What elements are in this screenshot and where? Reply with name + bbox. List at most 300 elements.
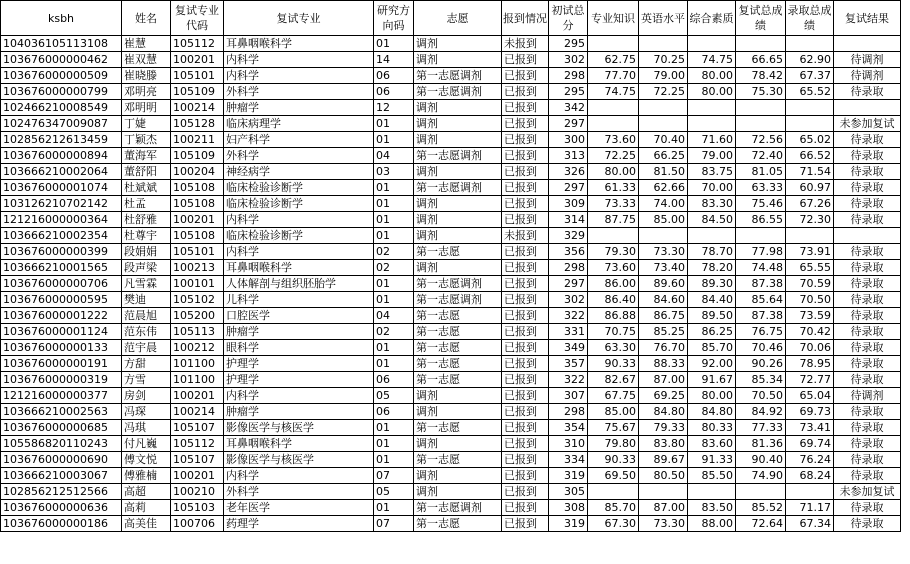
preference-cell[interactable]: 第一志愿调剂 [414,292,502,308]
report-status-cell[interactable]: 已报到 [502,452,549,468]
admission-total-cell[interactable]: 73.41 [786,420,834,436]
retest-total-cell[interactable]: 70.50 [736,388,786,404]
name-cell[interactable]: 范东伟 [122,324,171,340]
english-score-cell[interactable]: 87.00 [639,500,688,516]
admission-total-cell[interactable]: 70.50 [786,292,834,308]
admission-total-cell[interactable]: 65.55 [786,260,834,276]
retest-total-cell[interactable]: 63.33 [736,180,786,196]
name-cell[interactable]: 段声梁 [122,260,171,276]
major-cell[interactable]: 神经病学 [224,164,374,180]
preference-cell[interactable]: 调剂 [414,164,502,180]
preference-cell[interactable]: 调剂 [414,116,502,132]
name-cell[interactable]: 高莉 [122,500,171,516]
english-score-cell[interactable]: 89.60 [639,276,688,292]
admission-total-cell[interactable]: 67.26 [786,196,834,212]
admission-total-cell[interactable]: 73.59 [786,308,834,324]
ksbh-cell[interactable]: 103676000001074 [1,180,122,196]
ksbh-cell[interactable]: 103666210002563 [1,404,122,420]
initial-score-cell[interactable]: 297 [549,180,588,196]
preference-cell[interactable]: 调剂 [414,388,502,404]
report-status-cell[interactable]: 已报到 [502,404,549,420]
name-cell[interactable]: 杜尊宇 [122,228,171,244]
admission-total-cell[interactable]: 78.95 [786,356,834,372]
major-code-cell[interactable]: 105112 [171,36,224,52]
english-score-cell[interactable] [639,100,688,116]
report-status-cell[interactable]: 已报到 [502,420,549,436]
preference-cell[interactable]: 第一志愿调剂 [414,148,502,164]
name-cell[interactable]: 邓明亮 [122,84,171,100]
major-cell[interactable]: 外科学 [224,84,374,100]
knowledge-score-cell[interactable]: 61.33 [588,180,639,196]
preference-cell[interactable]: 调剂 [414,404,502,420]
preference-cell[interactable]: 第一志愿 [414,340,502,356]
quality-score-cell[interactable]: 89.50 [688,308,736,324]
major-cell[interactable]: 儿科学 [224,292,374,308]
ksbh-cell[interactable]: 102476347009087 [1,116,122,132]
retest-total-cell[interactable]: 66.65 [736,52,786,68]
ksbh-cell[interactable]: 103676000000894 [1,148,122,164]
quality-score-cell[interactable] [688,484,736,500]
knowledge-score-cell[interactable]: 67.30 [588,516,639,532]
report-status-cell[interactable]: 已报到 [502,100,549,116]
initial-score-cell[interactable]: 295 [549,84,588,100]
ksbh-cell[interactable]: 103666210001565 [1,260,122,276]
major-cell[interactable]: 老年医学 [224,500,374,516]
name-cell[interactable]: 冯琪 [122,420,171,436]
initial-score-cell[interactable]: 349 [549,340,588,356]
retest-result-cell[interactable]: 待录取 [834,468,901,484]
major-code-cell[interactable]: 105107 [171,420,224,436]
knowledge-score-cell[interactable]: 74.75 [588,84,639,100]
name-cell[interactable]: 方雪 [122,372,171,388]
quality-score-cell[interactable] [688,228,736,244]
quality-score-cell[interactable]: 88.00 [688,516,736,532]
preference-cell[interactable]: 调剂 [414,436,502,452]
report-status-cell[interactable]: 已报到 [502,372,549,388]
report-status-cell[interactable]: 已报到 [502,484,549,500]
preference-cell[interactable]: 调剂 [414,52,502,68]
initial-score-cell[interactable]: 305 [549,484,588,500]
knowledge-score-header[interactable]: 专业知识 [588,1,639,36]
preference-cell[interactable]: 调剂 [414,228,502,244]
preference-cell[interactable]: 第一志愿 [414,420,502,436]
name-cell[interactable]: 段娟娟 [122,244,171,260]
name-cell[interactable]: 樊迪 [122,292,171,308]
admission-total-header[interactable]: 录取总成绩 [786,1,834,36]
english-score-cell[interactable] [639,36,688,52]
preference-cell[interactable]: 调剂 [414,132,502,148]
preference-cell[interactable]: 调剂 [414,36,502,52]
retest-total-cell[interactable]: 77.33 [736,420,786,436]
preference-cell[interactable]: 第一志愿调剂 [414,68,502,84]
initial-score-cell[interactable]: 308 [549,500,588,516]
admission-total-cell[interactable]: 65.04 [786,388,834,404]
direction-code-cell[interactable]: 01 [374,292,414,308]
major-code-cell[interactable]: 100201 [171,468,224,484]
major-cell[interactable]: 护理学 [224,372,374,388]
retest-result-cell[interactable]: 待录取 [834,276,901,292]
english-score-cell[interactable]: 86.75 [639,308,688,324]
name-cell[interactable]: 傅文悦 [122,452,171,468]
admission-total-cell[interactable] [786,36,834,52]
admission-total-cell[interactable]: 67.34 [786,516,834,532]
name-header[interactable]: 姓名 [122,1,171,36]
report-status-cell[interactable]: 已报到 [502,308,549,324]
name-cell[interactable]: 崔晓滕 [122,68,171,84]
retest-total-cell[interactable]: 76.75 [736,324,786,340]
ksbh-cell[interactable]: 103666210002354 [1,228,122,244]
retest-result-cell[interactable]: 待录取 [834,324,901,340]
initial-score-cell[interactable]: 295 [549,36,588,52]
knowledge-score-cell[interactable]: 86.40 [588,292,639,308]
ksbh-cell[interactable]: 103666210002064 [1,164,122,180]
retest-total-cell[interactable]: 86.55 [736,212,786,228]
quality-score-cell[interactable]: 85.50 [688,468,736,484]
admission-total-cell[interactable]: 69.74 [786,436,834,452]
major-code-cell[interactable]: 100201 [171,388,224,404]
ksbh-cell[interactable]: 103676000001124 [1,324,122,340]
retest-result-header[interactable]: 复试结果 [834,1,901,36]
name-cell[interactable]: 范晨旭 [122,308,171,324]
admission-total-cell[interactable]: 65.02 [786,132,834,148]
initial-score-cell[interactable]: 331 [549,324,588,340]
name-cell[interactable]: 房剑 [122,388,171,404]
retest-result-cell[interactable]: 待调剂 [834,68,901,84]
report-status-cell[interactable]: 已报到 [502,132,549,148]
name-cell[interactable]: 高超 [122,484,171,500]
name-cell[interactable]: 崔双慧 [122,52,171,68]
direction-code-cell[interactable]: 04 [374,308,414,324]
knowledge-score-cell[interactable]: 73.60 [588,260,639,276]
ksbh-cell[interactable]: 103676000000595 [1,292,122,308]
quality-score-cell[interactable]: 74.75 [688,52,736,68]
major-code-cell[interactable]: 105128 [171,116,224,132]
direction-code-cell[interactable]: 01 [374,228,414,244]
ksbh-cell[interactable]: 103126210702142 [1,196,122,212]
retest-result-cell[interactable]: 待录取 [834,356,901,372]
english-score-cell[interactable]: 80.50 [639,468,688,484]
retest-result-cell[interactable]: 待录取 [834,500,901,516]
retest-total-cell[interactable] [736,100,786,116]
retest-total-cell[interactable]: 85.52 [736,500,786,516]
ksbh-cell[interactable]: 104036105113108 [1,36,122,52]
direction-code-cell[interactable]: 01 [374,36,414,52]
report-status-cell[interactable]: 已报到 [502,468,549,484]
quality-score-header[interactable]: 综合素质 [688,1,736,36]
major-cell[interactable]: 影像医学与核医学 [224,420,374,436]
knowledge-score-cell[interactable] [588,100,639,116]
major-cell[interactable]: 内科学 [224,212,374,228]
initial-score-cell[interactable]: 302 [549,52,588,68]
knowledge-score-cell[interactable]: 72.25 [588,148,639,164]
english-score-cell[interactable]: 85.25 [639,324,688,340]
admission-total-cell[interactable]: 70.42 [786,324,834,340]
initial-score-cell[interactable]: 298 [549,260,588,276]
report-status-cell[interactable]: 已报到 [502,116,549,132]
ksbh-cell[interactable]: 102466210008549 [1,100,122,116]
preference-cell[interactable]: 调剂 [414,196,502,212]
english-score-cell[interactable]: 85.00 [639,212,688,228]
major-cell[interactable]: 临床病理学 [224,116,374,132]
retest-result-cell[interactable]: 待录取 [834,404,901,420]
admission-total-cell[interactable]: 69.73 [786,404,834,420]
initial-score-cell[interactable]: 300 [549,132,588,148]
name-cell[interactable]: 方甜 [122,356,171,372]
retest-total-cell[interactable]: 74.90 [736,468,786,484]
retest-total-cell[interactable]: 70.46 [736,340,786,356]
quality-score-cell[interactable]: 83.30 [688,196,736,212]
direction-code-cell[interactable]: 01 [374,132,414,148]
major-cell[interactable]: 肿瘤学 [224,324,374,340]
name-cell[interactable]: 邓明明 [122,100,171,116]
major-code-cell[interactable]: 100214 [171,100,224,116]
knowledge-score-cell[interactable]: 86.88 [588,308,639,324]
admission-total-cell[interactable]: 66.52 [786,148,834,164]
major-code-cell[interactable]: 105107 [171,452,224,468]
initial-score-cell[interactable]: 310 [549,436,588,452]
direction-code-cell[interactable]: 01 [374,196,414,212]
major-code-cell[interactable]: 101100 [171,372,224,388]
ksbh-cell[interactable]: 121216000000377 [1,388,122,404]
major-cell[interactable]: 内科学 [224,68,374,84]
knowledge-score-cell[interactable] [588,116,639,132]
name-cell[interactable]: 崔慧 [122,36,171,52]
retest-result-cell[interactable]: 待录取 [834,292,901,308]
major-code-header[interactable]: 复试专业代码 [171,1,224,36]
admission-total-cell[interactable]: 76.24 [786,452,834,468]
major-cell[interactable]: 内科学 [224,52,374,68]
knowledge-score-cell[interactable] [588,228,639,244]
major-code-cell[interactable]: 105109 [171,148,224,164]
english-score-cell[interactable]: 84.60 [639,292,688,308]
major-code-cell[interactable]: 105109 [171,84,224,100]
admission-total-cell[interactable]: 60.97 [786,180,834,196]
report-status-cell[interactable]: 已报到 [502,276,549,292]
direction-code-cell[interactable]: 04 [374,148,414,164]
knowledge-score-cell[interactable]: 62.75 [588,52,639,68]
ksbh-cell[interactable]: 103666210003067 [1,468,122,484]
major-cell[interactable]: 药理学 [224,516,374,532]
knowledge-score-cell[interactable]: 63.30 [588,340,639,356]
major-cell[interactable]: 临床检验诊断学 [224,196,374,212]
retest-result-cell[interactable]: 待调剂 [834,388,901,404]
quality-score-cell[interactable]: 86.25 [688,324,736,340]
initial-score-cell[interactable]: 356 [549,244,588,260]
initial-score-cell[interactable]: 302 [549,292,588,308]
knowledge-score-cell[interactable]: 85.00 [588,404,639,420]
admission-total-cell[interactable] [786,116,834,132]
ksbh-cell[interactable]: 103676000000191 [1,356,122,372]
retest-total-cell[interactable]: 81.36 [736,436,786,452]
english-score-cell[interactable]: 89.67 [639,452,688,468]
retest-result-cell[interactable]: 待录取 [834,164,901,180]
quality-score-cell[interactable] [688,116,736,132]
retest-total-cell[interactable]: 85.64 [736,292,786,308]
initial-score-cell[interactable]: 314 [549,212,588,228]
english-score-cell[interactable]: 79.00 [639,68,688,84]
ksbh-cell[interactable]: 103676000000399 [1,244,122,260]
initial-score-header[interactable]: 初试总分 [549,1,588,36]
direction-code-cell[interactable]: 06 [374,84,414,100]
major-code-cell[interactable]: 101100 [171,356,224,372]
admission-total-cell[interactable] [786,100,834,116]
major-code-cell[interactable]: 100213 [171,260,224,276]
knowledge-score-cell[interactable]: 86.00 [588,276,639,292]
report-status-cell[interactable]: 已报到 [502,244,549,260]
preference-cell[interactable]: 第一志愿调剂 [414,180,502,196]
report-status-cell[interactable]: 已报到 [502,500,549,516]
report-status-cell[interactable]: 已报到 [502,340,549,356]
initial-score-cell[interactable]: 354 [549,420,588,436]
knowledge-score-cell[interactable]: 70.75 [588,324,639,340]
direction-code-cell[interactable]: 01 [374,116,414,132]
retest-result-cell[interactable]: 待录取 [834,436,901,452]
major-cell[interactable]: 眼科学 [224,340,374,356]
name-cell[interactable]: 凡雪霖 [122,276,171,292]
name-cell[interactable]: 董舒阳 [122,164,171,180]
ksbh-cell[interactable]: 103676000000133 [1,340,122,356]
preference-cell[interactable]: 第一志愿 [414,308,502,324]
ksbh-cell[interactable]: 102856212512566 [1,484,122,500]
name-cell[interactable]: 付凡巍 [122,436,171,452]
preference-cell[interactable]: 调剂 [414,100,502,116]
direction-code-cell[interactable]: 12 [374,100,414,116]
initial-score-cell[interactable]: 313 [549,148,588,164]
initial-score-cell[interactable]: 298 [549,404,588,420]
english-score-cell[interactable]: 70.25 [639,52,688,68]
direction-code-cell[interactable]: 07 [374,468,414,484]
quality-score-cell[interactable]: 80.00 [688,68,736,84]
retest-total-cell[interactable]: 72.56 [736,132,786,148]
ksbh-cell[interactable]: 103676000001222 [1,308,122,324]
english-score-cell[interactable] [639,228,688,244]
report-status-cell[interactable]: 已报到 [502,388,549,404]
report-status-cell[interactable]: 已报到 [502,164,549,180]
report-status-cell[interactable]: 已报到 [502,260,549,276]
major-cell[interactable]: 护理学 [224,356,374,372]
english-score-cell[interactable]: 87.00 [639,372,688,388]
retest-result-cell[interactable] [834,100,901,116]
quality-score-cell[interactable]: 80.00 [688,84,736,100]
quality-score-cell[interactable]: 84.40 [688,292,736,308]
retest-result-cell[interactable]: 待录取 [834,148,901,164]
direction-code-cell[interactable]: 01 [374,276,414,292]
admission-total-cell[interactable] [786,484,834,500]
retest-result-cell[interactable]: 待录取 [834,420,901,436]
knowledge-score-cell[interactable] [588,484,639,500]
major-code-cell[interactable]: 105200 [171,308,224,324]
preference-cell[interactable]: 第一志愿调剂 [414,276,502,292]
retest-total-cell[interactable]: 87.38 [736,308,786,324]
major-cell[interactable]: 妇产科学 [224,132,374,148]
quality-score-cell[interactable] [688,36,736,52]
english-score-cell[interactable]: 83.80 [639,436,688,452]
admission-total-cell[interactable]: 72.77 [786,372,834,388]
preference-cell[interactable]: 调剂 [414,468,502,484]
knowledge-score-cell[interactable]: 73.33 [588,196,639,212]
report-status-cell[interactable]: 已报到 [502,196,549,212]
preference-cell[interactable]: 第一志愿 [414,356,502,372]
report-status-cell[interactable]: 已报到 [502,52,549,68]
initial-score-cell[interactable]: 319 [549,468,588,484]
major-cell[interactable]: 耳鼻咽喉科学 [224,260,374,276]
direction-code-cell[interactable]: 05 [374,484,414,500]
major-code-cell[interactable]: 100214 [171,404,224,420]
initial-score-cell[interactable]: 357 [549,356,588,372]
direction-code-cell[interactable]: 01 [374,180,414,196]
major-code-cell[interactable]: 105101 [171,68,224,84]
major-code-cell[interactable]: 100210 [171,484,224,500]
direction-code-cell[interactable]: 06 [374,372,414,388]
quality-score-cell[interactable]: 92.00 [688,356,736,372]
ksbh-cell[interactable]: 103676000000186 [1,516,122,532]
retest-total-cell[interactable]: 72.40 [736,148,786,164]
ksbh-cell[interactable]: 105586820110243 [1,436,122,452]
direction-code-cell[interactable]: 03 [374,164,414,180]
english-score-cell[interactable]: 73.30 [639,244,688,260]
retest-result-cell[interactable]: 待录取 [834,516,901,532]
english-score-cell[interactable]: 70.40 [639,132,688,148]
retest-total-cell[interactable]: 87.38 [736,276,786,292]
direction-code-cell[interactable]: 01 [374,452,414,468]
report-status-cell[interactable]: 已报到 [502,68,549,84]
english-score-cell[interactable] [639,116,688,132]
admission-total-cell[interactable]: 73.91 [786,244,834,260]
report-status-cell[interactable]: 已报到 [502,180,549,196]
report-status-cell[interactable]: 未报到 [502,36,549,52]
initial-score-cell[interactable]: 329 [549,228,588,244]
preference-cell[interactable]: 第一志愿 [414,372,502,388]
preference-cell[interactable]: 第一志愿 [414,452,502,468]
knowledge-score-cell[interactable]: 79.30 [588,244,639,260]
name-cell[interactable]: 董海军 [122,148,171,164]
initial-score-cell[interactable]: 334 [549,452,588,468]
major-cell[interactable]: 耳鼻咽喉科学 [224,36,374,52]
report-status-cell[interactable]: 已报到 [502,324,549,340]
report-status-header[interactable]: 报到情况 [502,1,549,36]
initial-score-cell[interactable]: 322 [549,372,588,388]
quality-score-cell[interactable]: 83.75 [688,164,736,180]
retest-result-cell[interactable]: 待录取 [834,308,901,324]
english-score-cell[interactable]: 72.25 [639,84,688,100]
preference-cell[interactable]: 第一志愿 [414,244,502,260]
retest-total-cell[interactable]: 72.64 [736,516,786,532]
direction-code-cell[interactable]: 01 [374,500,414,516]
quality-score-cell[interactable]: 80.33 [688,420,736,436]
knowledge-score-cell[interactable]: 85.70 [588,500,639,516]
major-cell[interactable]: 人体解剖与组织胚胎学 [224,276,374,292]
major-cell[interactable]: 影像医学与核医学 [224,452,374,468]
knowledge-score-cell[interactable]: 77.70 [588,68,639,84]
major-cell[interactable]: 肿瘤学 [224,404,374,420]
direction-code-header[interactable]: 研究方向码 [374,1,414,36]
ksbh-cell[interactable]: 103676000000636 [1,500,122,516]
initial-score-cell[interactable]: 309 [549,196,588,212]
retest-result-cell[interactable]: 待录取 [834,452,901,468]
quality-score-cell[interactable]: 91.67 [688,372,736,388]
preference-cell[interactable]: 调剂 [414,484,502,500]
retest-total-cell[interactable]: 77.98 [736,244,786,260]
english-score-cell[interactable]: 62.66 [639,180,688,196]
quality-score-cell[interactable]: 79.00 [688,148,736,164]
quality-score-cell[interactable]: 71.60 [688,132,736,148]
direction-code-cell[interactable]: 06 [374,404,414,420]
admission-total-cell[interactable] [786,228,834,244]
english-score-cell[interactable]: 88.33 [639,356,688,372]
name-cell[interactable]: 丁颖杰 [122,132,171,148]
retest-result-cell[interactable]: 待录取 [834,260,901,276]
name-cell[interactable]: 冯琛 [122,404,171,420]
